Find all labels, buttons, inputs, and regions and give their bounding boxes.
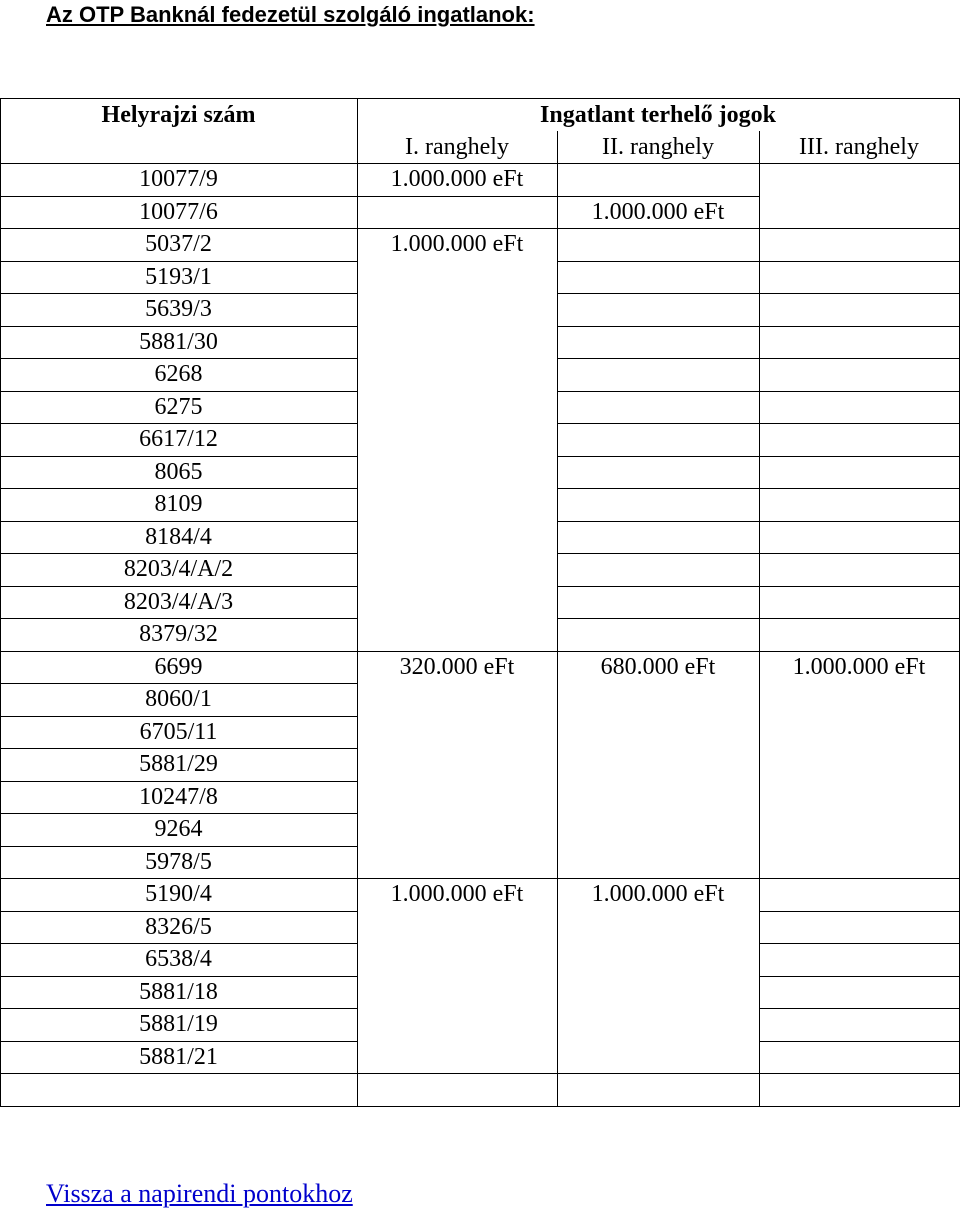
- table-rule: [557, 651, 760, 652]
- table-rule: [557, 228, 760, 229]
- table-rule: [0, 456, 358, 457]
- table-rule: [557, 423, 760, 424]
- table-rule: [759, 1041, 960, 1042]
- parcel-cell: 10077/9: [139, 166, 218, 193]
- parcel-cell: 5037/2: [145, 231, 212, 258]
- table-rule: [759, 1073, 960, 1074]
- rank-header-2: II. ranghely: [602, 134, 714, 160]
- table-rule: [0, 716, 358, 717]
- rank-header-1: I. ranghely: [405, 134, 509, 160]
- table-rule: [0, 553, 358, 554]
- table-rule: [0, 683, 358, 684]
- charge-amount-cell: 1.000.000 eFt: [792, 653, 926, 680]
- table-rule: [0, 488, 358, 489]
- charge-amount-cell: 1.000.000 eFt: [390, 881, 524, 908]
- table-rule: [0, 98, 1, 1107]
- back-to-agenda-link[interactable]: Vissza a napirendi pontokhoz: [46, 1179, 353, 1208]
- table-rule: [357, 196, 558, 197]
- parcel-cell: 5193/1: [145, 263, 212, 290]
- table-rule: [557, 618, 760, 619]
- table-rule: [759, 326, 960, 327]
- table-rule: [0, 813, 358, 814]
- parcel-cell: 8203/4/A/2: [123, 556, 234, 583]
- parcel-cell: 8379/32: [139, 621, 218, 648]
- table-rule: [759, 943, 960, 944]
- parcel-cell: 5978/5: [145, 848, 212, 875]
- table-rule: [0, 651, 358, 652]
- parcel-cell: 10247/8: [139, 783, 218, 810]
- table-rule: [0, 391, 358, 392]
- table-rule: [0, 163, 960, 164]
- table-rule: [0, 1008, 358, 1009]
- table-rule: [0, 196, 358, 197]
- table-rule: [0, 521, 358, 522]
- table-rule: [557, 521, 760, 522]
- table-rule: [759, 488, 960, 489]
- parcel-cell: 10077/6: [139, 198, 218, 225]
- table-rule: [357, 1073, 558, 1074]
- parcel-cell: 6538/4: [145, 946, 212, 973]
- table-rule: [759, 651, 960, 652]
- table-rule: [0, 943, 358, 944]
- table-rule: [759, 228, 960, 229]
- table-rule: [0, 423, 358, 424]
- table-rule: [759, 976, 960, 977]
- table-rule: [0, 586, 358, 587]
- table-rule: [0, 1106, 960, 1107]
- table-rule: [357, 651, 558, 652]
- parcel-cell: 8203/4/A/3: [123, 588, 234, 615]
- parcel-cell: 5881/21: [139, 1043, 218, 1070]
- table-rule: [0, 911, 358, 912]
- table-rule: [0, 228, 358, 229]
- parcel-cell: 8326/5: [145, 913, 212, 940]
- parcel-cell: 6705/11: [139, 718, 218, 745]
- parcel-cell: 5639/3: [145, 296, 212, 323]
- parcel-cell: 8184/4: [145, 523, 212, 550]
- table-rule: [0, 618, 358, 619]
- parcel-cell: 6275: [154, 393, 203, 420]
- table-rule: [759, 586, 960, 587]
- table-rule: [557, 326, 760, 327]
- parcel-cell: 6617/12: [139, 426, 218, 453]
- table-rule: [357, 98, 358, 1107]
- charge-amount-cell: 680.000 eFt: [600, 653, 716, 680]
- parcel-cell: 6268: [154, 361, 203, 388]
- table-rule: [0, 976, 358, 977]
- table-rule: [0, 878, 358, 879]
- table-rule: [0, 1073, 358, 1074]
- table-rule: [0, 293, 358, 294]
- page-title: Az OTP Banknál fedezetül szolgáló ingatlanok:: [46, 2, 535, 27]
- parcel-cell: 5881/18: [139, 978, 218, 1005]
- table-rule: [557, 293, 760, 294]
- table-rule: [759, 131, 760, 1107]
- parcel-cell: 8109: [154, 491, 203, 518]
- charge-amount-cell: 1.000.000 eFt: [591, 881, 725, 908]
- charge-amount-cell: 1.000.000 eFt: [390, 166, 524, 193]
- parcel-cell: 5190/4: [145, 881, 212, 908]
- table-rule: [0, 846, 358, 847]
- parcel-cell: 9264: [154, 816, 203, 843]
- table-rule: [557, 358, 760, 359]
- table-rule: [557, 456, 760, 457]
- table-rule: [0, 358, 358, 359]
- table-rule: [759, 456, 960, 457]
- table-rule: [759, 261, 960, 262]
- table-rule: [557, 196, 760, 197]
- column-header-rights: Ingatlant terhelő jogok: [540, 101, 776, 128]
- column-header-parcel: Helyrajzi szám: [101, 101, 256, 128]
- table-rule: [557, 488, 760, 489]
- table-rule: [759, 618, 960, 619]
- parcel-cell: 8065: [154, 458, 203, 485]
- table-rule: [0, 98, 960, 99]
- parcel-cell: 5881/29: [139, 751, 218, 778]
- table-rule: [759, 391, 960, 392]
- table-rule: [0, 781, 358, 782]
- rank-header-3: III. ranghely: [799, 134, 919, 160]
- table-rule: [0, 1041, 358, 1042]
- table-rule: [759, 521, 960, 522]
- charge-amount-cell: 320.000 eFt: [399, 653, 515, 680]
- table-rule: [759, 1008, 960, 1009]
- table-rule: [557, 261, 760, 262]
- charge-amount-cell: 1.000.000 eFt: [390, 231, 524, 258]
- table-rule: [557, 391, 760, 392]
- table-rule: [759, 878, 960, 879]
- table-rule: [357, 228, 558, 229]
- table-rule: [357, 878, 558, 879]
- table-rule: [0, 326, 358, 327]
- table-rule: [759, 911, 960, 912]
- parcel-cell: 6699: [154, 653, 203, 680]
- table-rule: [0, 261, 358, 262]
- table-rule: [759, 423, 960, 424]
- table-rule: [557, 586, 760, 587]
- parcel-cell: 5881/30: [139, 328, 218, 355]
- parcel-cell: 5881/19: [139, 1011, 218, 1038]
- charge-amount-cell: 1.000.000 eFt: [591, 198, 725, 225]
- table-rule: [759, 293, 960, 294]
- table-rule: [0, 748, 358, 749]
- table-rule: [759, 553, 960, 554]
- table-rule: [557, 1073, 760, 1074]
- table-rule: [759, 358, 960, 359]
- table-rule: [557, 131, 558, 1107]
- table-rule: [557, 878, 760, 879]
- table-rule: [557, 553, 760, 554]
- parcel-cell: 8060/1: [145, 686, 212, 713]
